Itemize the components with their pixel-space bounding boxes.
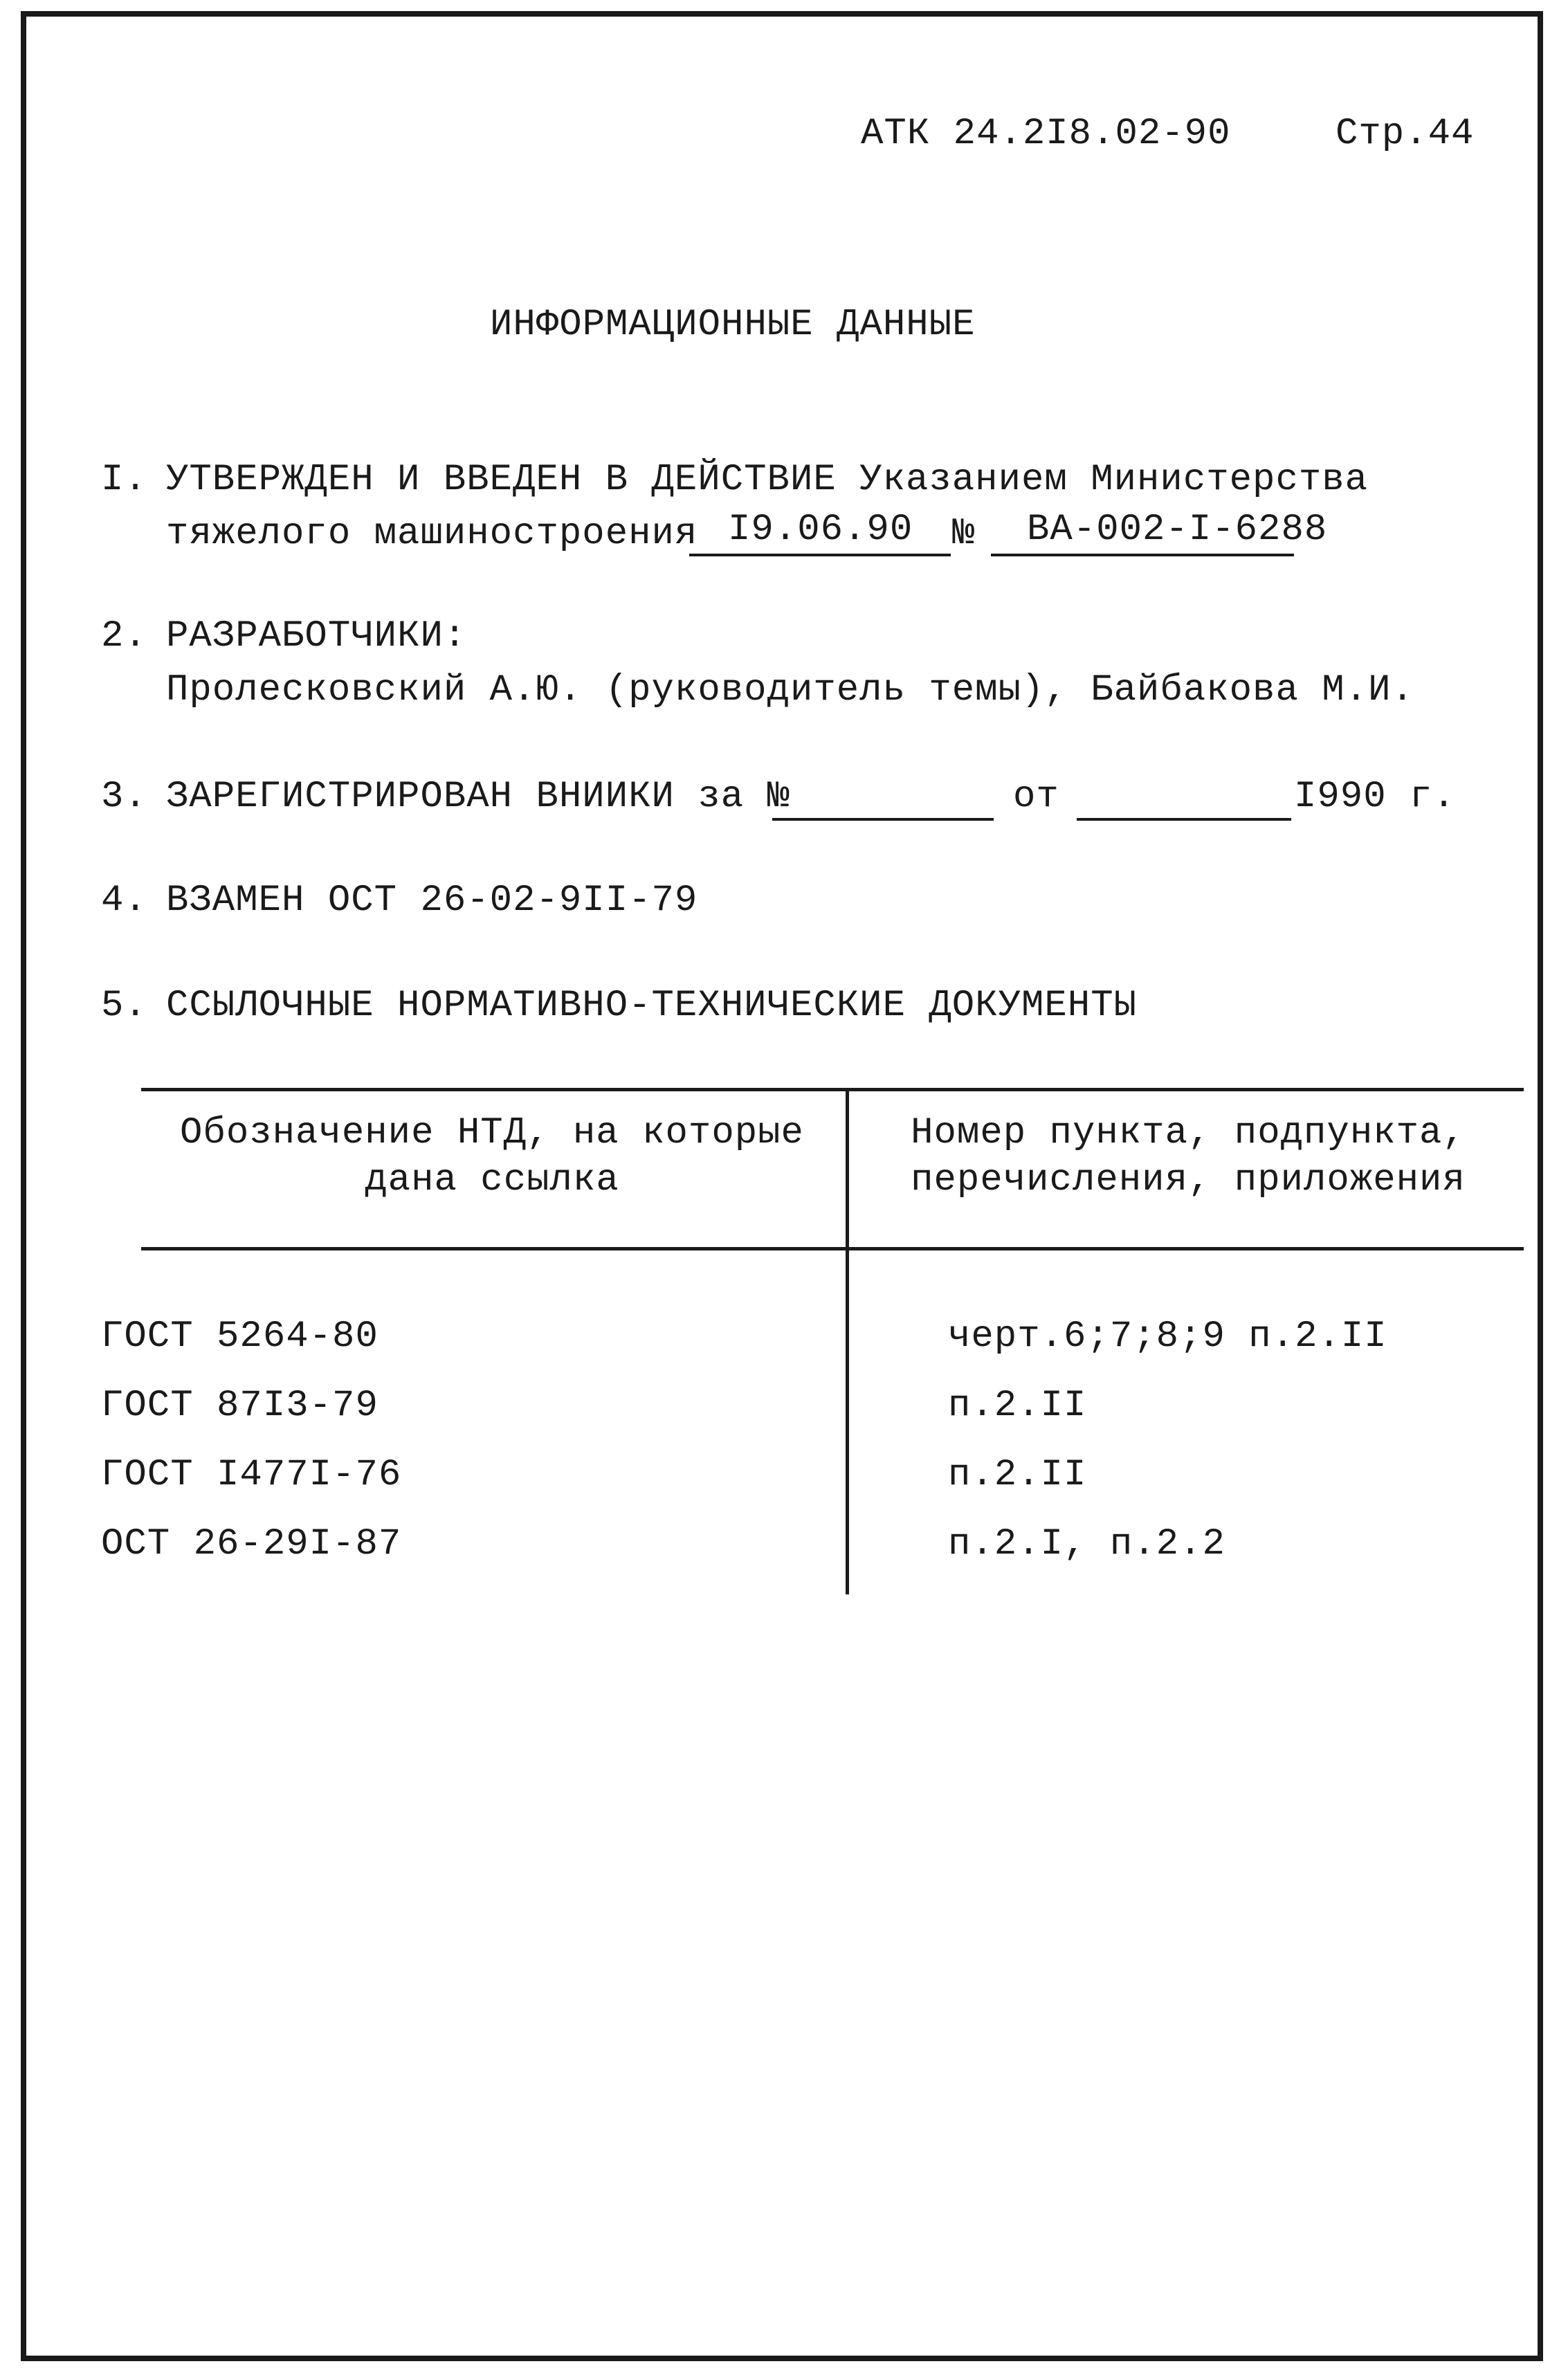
number-sign: № [952,513,976,555]
registration-date-blank [1077,818,1291,821]
item-3-number: 3. [101,776,147,818]
table-row-3-ref: п.2.II [948,1454,1087,1496]
table-row-1-doc: ГОСТ 5264-80 [101,1316,379,1358]
page-title: ИНФОРМАЦИОННЫЕ ДАННЫЕ [490,304,976,346]
approval-date-underline [689,554,951,556]
approval-date: I9.06.90 [728,509,913,551]
table-row-4-ref: п.2.I, п.2.2 [948,1523,1225,1565]
table-header-doc-line-2: дана ссылка [365,1159,619,1201]
registration-from-label: от [1013,776,1059,818]
order-number: ВА-002-I-6288 [1027,509,1328,551]
table-top-rule [141,1088,1524,1091]
order-number-underline [991,554,1294,556]
registration-year: I990 г. [1294,776,1456,818]
item-2-heading: РАЗРАБОТЧИКИ: [166,615,467,657]
table-header-doc-line-1: Обозначение НТД, на которые [180,1112,804,1154]
references-heading: ССЫЛОЧНЫЕ НОРМАТИВНО-ТЕХНИЧЕСКИЕ ДОКУМЕНТЫ [166,985,1138,1027]
item-1-number: I. [101,459,147,501]
table-row-2-ref: п.2.II [948,1385,1087,1427]
item-5-number: 5. [101,985,147,1027]
table-header-rule [141,1247,1524,1250]
registration-number-blank [772,818,994,821]
table-column-divider [846,1088,849,1594]
table-header-ref-line-2: перечисления, приложения [911,1159,1466,1201]
document-code: АТК 24.2I8.02-90 [861,113,1231,155]
replaces-text: ВЗАМЕН ОСТ 26-02-9II-79 [166,880,698,922]
table-row-4-doc: ОСТ 26-29I-87 [101,1523,402,1565]
table-header-ref-line-1: Номер пункта, подпункта, [911,1112,1466,1154]
developers-names: Пролесковский А.Ю. (руководитель темы), Байбакова М.И. [166,669,1414,711]
item-4-number: 4. [101,880,147,922]
table-row-2-doc: ГОСТ 87I3-79 [101,1385,379,1427]
item-2-number: 2. [101,615,147,657]
item-1-line-2: тяжелого машиностроения [166,513,698,555]
registration-label: ЗАРЕГИСТРИРОВАН ВНИИКИ за № [166,776,790,818]
table-row-1-ref: черт.6;7;8;9 п.2.II [948,1316,1387,1358]
item-1-line-1: УТВЕРЖДЕН И ВВЕДЕН В ДЕЙСТВИЕ Указанием Министерства [166,459,1369,501]
page-number: Стр.44 [1335,113,1475,155]
table-row-3-doc: ГОСТ I477I-76 [101,1454,402,1496]
